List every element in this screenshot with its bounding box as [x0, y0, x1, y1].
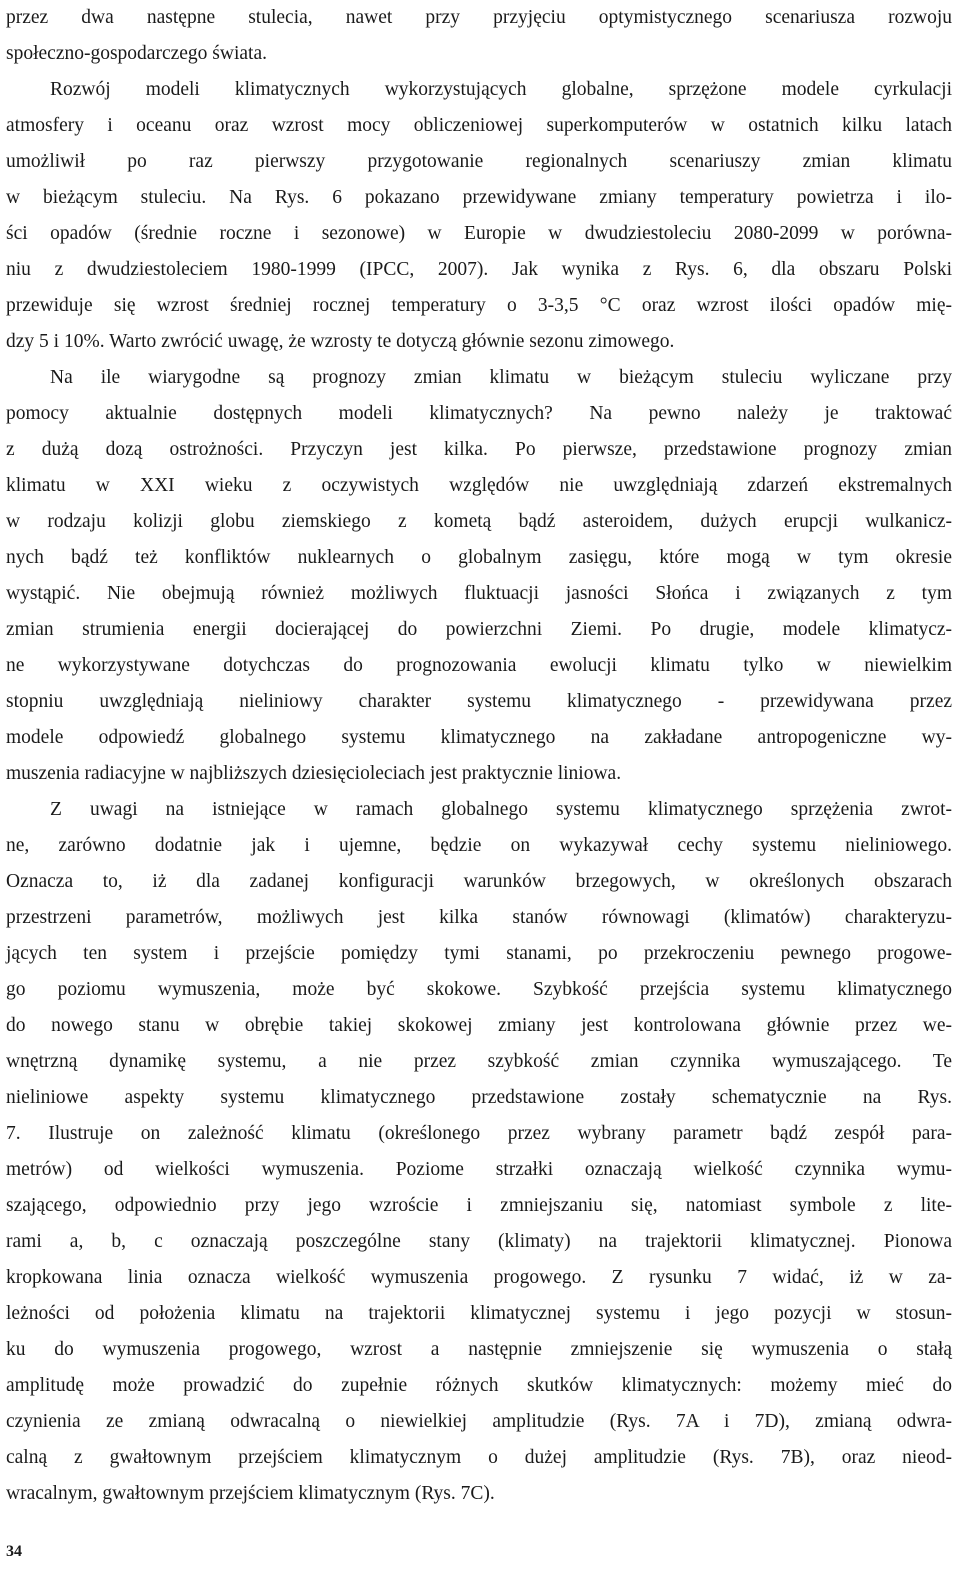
text-line: atmosfery i oceanu oraz wzrost mocy obliczeniowej superkomputerów w ostatnich kilku latach: [6, 115, 952, 136]
text-line: wystąpić. Nie obejmują również możliwych fluktuacji jasności Słońca i związanych z tym: [6, 583, 952, 604]
text-line: Na ile wiarygodne są prognozy zmian klimatu w bieżącym stuleciu wyliczane przy: [50, 367, 952, 388]
text-line: rami a, b, c oznaczają poszczególne stany (klimaty) na trajektorii klimatycznej. Pionowa: [6, 1231, 952, 1252]
text-line: społeczno-gospodarczego świata.: [6, 43, 267, 64]
page-number: 34: [6, 1543, 22, 1560]
text-line: calną z gwałtownym przejściem klimatycznym o dużej amplitudzie (Rys. 7B), oraz nieod-: [6, 1447, 952, 1468]
text-line: w bieżącym stuleciu. Na Rys. 6 pokazano przewidywane zmiany temperatury powietrza i ilo-: [6, 187, 952, 208]
text-line: z dużą dozą ostrożności. Przyczyn jest kilka. Po pierwsze, przedstawione prognozy zmian: [6, 439, 952, 460]
text-line: wracalnym, gwałtownym przejściem klimatycznym (Rys. 7C).: [6, 1483, 495, 1504]
text-line: dzy 5 i 10%. Warto zwrócić uwagę, że wzrosty te dotyczą głównie sezonu zimowego.: [6, 331, 675, 352]
text-line: metrów) od wielkości wymuszenia. Poziome strzałki oznaczają wielkość czynnika wymu-: [6, 1159, 952, 1180]
text-line: 7. Ilustruje on zależność klimatu (określonego przez wybrany parametr bądź zespół para-: [6, 1123, 952, 1144]
text-line: zmian strumienia energii docierającej do powierzchni Ziemi. Po drugie, modele klimatycz-: [6, 619, 952, 640]
text-line: w rodzaju kolizji globu ziemskiego z kometą bądź asteroidem, dużych erupcji wulkanicz-: [6, 511, 952, 532]
text-line: ści opadów (średnie roczne i sezonowe) w Europie w dwudziestoleciu 2080-2099 w porówna-: [6, 223, 952, 244]
text-line: wnętrzną dynamikę systemu, a nie przez szybkość zmian czynnika wymuszającego. Te: [6, 1051, 952, 1072]
text-line: ku do wymuszenia progowego, wzrost a następnie zmniejszenie się wymuszenia o stałą: [6, 1339, 952, 1360]
text-line: pomocy aktualnie dostępnych modeli klimatycznych? Na pewno należy je traktować: [6, 403, 952, 424]
text-line: go poziomu wymuszenia, może być skokowe. Szybkość przejścia systemu klimatycznego: [6, 979, 952, 1000]
text-line: szającego, odpowiednio przy jego wzroście i zmniejszaniu się, natomiast symbole z lite-: [6, 1195, 952, 1216]
text-line: stopniu uwzględniają nieliniowy charakter systemu klimatycznego - przewidywana przez: [6, 691, 952, 712]
text-line: do nowego stanu w obrębie takiej skokowej zmiany jest kontrolowana głównie przez we-: [6, 1015, 952, 1036]
text-line: ne, zarówno dodatnie jak i ujemne, będzie on wykazywał cechy systemu nieliniowego.: [6, 835, 952, 856]
text-line: klimatu w XXI wieku z oczywistych względów nie uwzględniają zdarzeń ekstremalnych: [6, 475, 952, 496]
text-line: leżności od położenia klimatu na trajektorii klimatycznej systemu i jego pozycji w stosun-: [6, 1303, 952, 1324]
text-line: amplitudę może prowadzić do zupełnie różnych skutków klimatycznych: możemy mieć do: [6, 1375, 952, 1396]
text-line: Oznacza to, iż dla zadanej konfiguracji warunków brzegowych, w określonych obszarach: [6, 871, 952, 892]
text-line: przez dwa następne stulecia, nawet przy przyjęciu optymistycznego scenariusza rozwoju: [6, 7, 952, 28]
text-line: przewiduje się wzrost średniej rocznej temperatury o 3-3,5 °C oraz wzrost ilości opadów mię-: [6, 295, 952, 316]
text-line: nych bądź też konfliktów nuklearnych o globalnym zasięgu, które mogą w tym okresie: [6, 547, 952, 568]
text-line: Rozwój modeli klimatycznych wykorzystujących globalne, sprzężone modele cyrkulacji: [50, 79, 952, 100]
text-line: kropkowana linia oznacza wielkość wymuszenia progowego. Z rysunku 7 widać, iż w za-: [6, 1267, 952, 1288]
text-line: ne wykorzystywane dotychczas do prognozowania ewolucji klimatu tylko w niewielkim: [6, 655, 952, 676]
text-line: przestrzeni parametrów, możliwych jest kilka stanów równowagi (klimatów) charakteryzu-: [6, 907, 952, 928]
text-line: Z uwagi na istniejące w ramach globalnego systemu klimatycznego sprzężenia zwrot-: [50, 799, 952, 820]
text-line: jących ten system i przejście pomiędzy tymi stanami, po przekroczeniu pewnego progowe-: [6, 943, 952, 964]
text-line: modele odpowiedź globalnego systemu klimatycznego na zakładane antropogeniczne wy-: [6, 727, 952, 748]
text-line: czynienia ze zmianą odwracalną o niewielkiej amplitudzie (Rys. 7A i 7D), zmianą odwra-: [6, 1411, 952, 1432]
text-line: nieliniowe aspekty systemu klimatycznego przedstawione zostały schematycznie na Rys.: [6, 1087, 952, 1108]
text-line: muszenia radiacyjne w najbliższych dziesięcioleciach jest praktycznie liniowa.: [6, 763, 622, 784]
text-line: niu z dwudziestoleciem 1980-1999 (IPCC, 2007). Jak wynika z Rys. 6, dla obszaru Polski: [6, 259, 952, 280]
text-line: umożliwił po raz pierwszy przygotowanie regionalnych scenariuszy zmian klimatu: [6, 151, 952, 172]
